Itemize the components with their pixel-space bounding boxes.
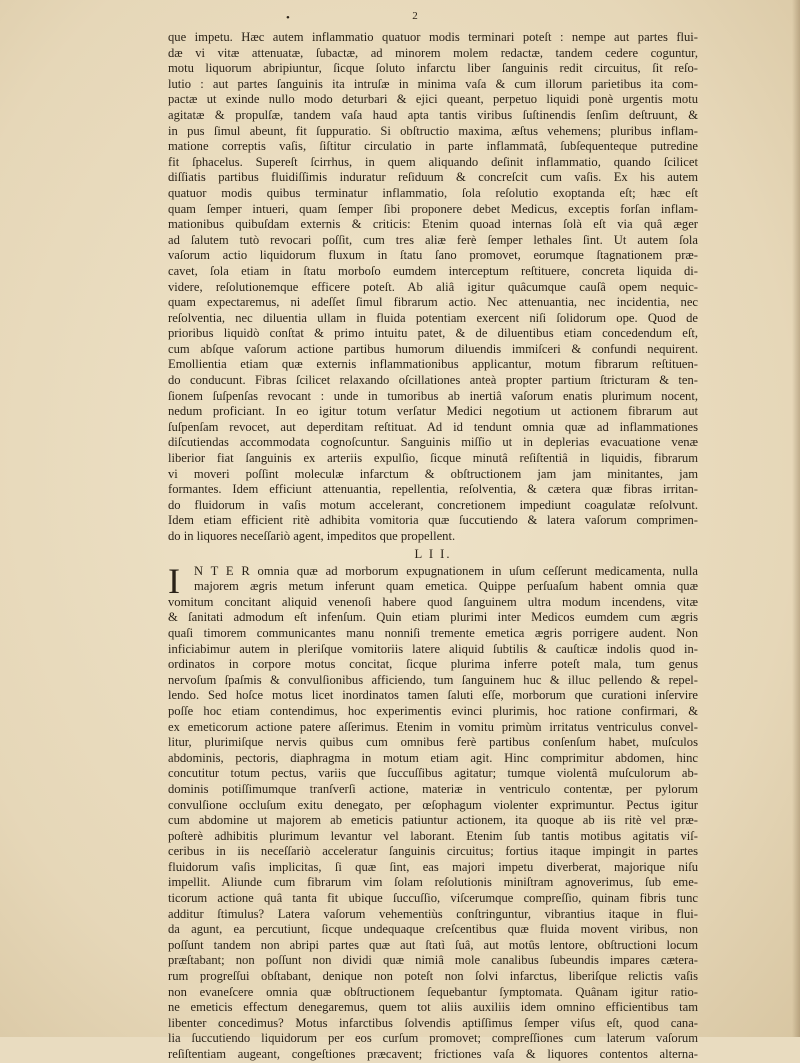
section-heading: L I I. <box>414 546 452 561</box>
text-line: nervoſum ſpaſmis & convulſionibus afficiendo, tum ſanguinem huc & illuc pellendo & repel- <box>168 672 698 687</box>
text-line: da agunt, ea percutiunt, ſicque undequaque creſcentibus quæ fluida movent viribus, non <box>168 922 698 937</box>
text-line: quam expectaremus, ni adeſſet ſimul fibrarum actio. Nec attenuantia, nec incidentia, nec <box>168 295 698 310</box>
text-line: prioribus liquidò conſtat & primo intuitu patet, & de diluentibus etiam concedendum eſt, <box>168 326 698 341</box>
text-line: Emollientia etiam quæ externis inflammationibus applicantur, motum fibrarum reſtituen- <box>168 357 698 372</box>
text-line: ad ſalutem tutò revocari poſſit, cum tres aliæ ferè ſemper lethales ſint. Ut autem ſola <box>168 232 698 247</box>
text-line: convulſione occluſum exitu denegato, per œſophagum violenter exprimuntur. Pectus igitur <box>168 797 698 812</box>
text-line: cum abſque vaſorum actione partibus humorum diluendis immiſceri & confundi nequirent. <box>168 341 698 356</box>
text-line: liberior fiat ſanguinis ex arteriis expulſio, ſicque minutâ reſiſtentiâ in liquidis, fibrarum <box>168 451 698 466</box>
paragraph-2-container <box>168 560 698 1063</box>
text-line: pactæ ut exinde nullo modo deturbari & ejici queant, perpetuo liquidi ponè urgentis motu <box>168 92 698 107</box>
page-number: 2 <box>412 10 418 22</box>
text-line: inficiabimur autem in pleriſque vomitoriis latere aliquid ſubtilis & cauſticæ indolis quod in- <box>168 641 698 656</box>
text-line: ſionem ſuſpenſas revocant : unde in tumoribus ab inertiâ vaſorum enatis plurimum nocent, <box>168 388 698 403</box>
text-line: in pus ſimul abeunt, fit ſuppuratio. Si obſtructio maxima, æſtus vehemens; pluribus inflam- <box>168 123 698 138</box>
text-line: ſuſpenſam revocet, aut deperditam reſtituat. Ad id tendunt omnia quæ ad inflammationes <box>168 419 698 434</box>
text-line: dæ vi vitæ attenuatæ, ſubactæ, ad minorem molem redactæ, tandem cedere coguntur, <box>168 45 698 60</box>
text-line: do in liquores neceſſariò agent, impeditos que propellent. <box>168 529 456 543</box>
text-line: reſolventia, nec diluentia ullam in fluida potentiam exercent niſi ſolidorum ope. Quod de <box>168 310 698 325</box>
text-line: do fluidorum in vaſis motum accelerant, concretionem impediunt coagulatæ reſolvunt. <box>168 497 698 512</box>
text-line: cum abdomine ut majorem ab emeticis patiuntur actionem, ita quoque ab iis ritè vel præ- <box>168 813 698 828</box>
text-line: ordinatos in corpore motus concitat, ſicque plurima inferre poteſt mala, tum genus <box>168 657 698 672</box>
text-line: lutio : aut partes ſanguinis ita intruſæ in minima vaſa & cum illorum parietibus ita com- <box>168 76 698 91</box>
text-line: vomitum concitant aliquid venenoſi habere quod ſanguinem ultra modum incendens, vitæ <box>168 594 698 609</box>
text-block <box>168 30 698 1063</box>
text-line: ceribus in iis neceſſariò acceleratur ſanguinis circuitus; fortius itaque impingit in partes <box>168 844 698 859</box>
text-line: motu liquorum abripiuntur, ſicque ſoluto infarctu liber ſanguinis redit circuitus, ſit reſo- <box>168 61 698 76</box>
text-line: quatuor modis quibus terminatur inflammatio, ſola reſolutio exoptanda eſt; hæc eſt <box>168 185 698 200</box>
text-line: lendo. Sed hoſce motus licet inordinatos tamen ſaluti eſſe, morborum que curationi inſervire <box>168 688 698 703</box>
text-line: Idem etiam efficient ritè adhibita vomitoria quæ ſuccutiendo & latera vaſorum comprimen- <box>168 513 698 528</box>
text-line: quaſi timorem communicantes manu nonniſi tremente emetica ægris porrigere audent. Non <box>168 625 698 640</box>
text-line: litur, plurimiſque nervis quibus cum omnibus ferè partibus conſenſum habet, muſculos <box>168 735 698 750</box>
text-line: diſcutiendas accommodata cognoſcuntur. Sanguinis miſſio ut in deplerias evacuatione venæ <box>168 435 698 450</box>
text-line: ticorum actione quâ tanta fit ubique ſuccuſſio, viſcerumque compreſſio, quinam fibris tunc <box>168 891 698 906</box>
text-line: ne emeticis effectum denegaremus, quem tot aliis auxiliis idem omnino efficientibus tam <box>168 1000 698 1015</box>
text-line: impellit. Aliunde cum fibrarum vim ſolam reſolutionis miniſtram agnoverimus, ſub eme- <box>168 875 698 890</box>
text-line: quam ſemper intueri, quam ſemper ſibi proponere debet Medicus, exceptis forſan inflam- <box>168 201 698 216</box>
text-line: poſſe hoc etiam contendimus, hoc experimentis evinci plurimis, hoc ratione confirmari, & <box>168 703 698 718</box>
text-line: poſſunt tandem non abripi partes quæ aut ſtatì ſuâ, aut motûs lentore, obſtructioni locum <box>168 937 698 952</box>
drop-cap: I <box>168 560 180 601</box>
text-line: do conducunt. Fibras ſcilicet relaxando oſcillationes anteà propter partium ſtricturam & ten- <box>168 373 698 388</box>
text-line: formantes. Idem efficiunt attenuantia, repellentia, reſolventia, & cætera quæ fibras irritan- <box>168 482 698 497</box>
text-line: non evaneſcere omnia quæ obſtructionem ſequebantur ſymptomata. Quânam igitur ratio- <box>168 984 698 999</box>
top-mark: • <box>286 12 290 24</box>
text-line: matione correptis vaſis, ſiſtitur circulatio in parte inflammatâ, ſubſequenteque putredine <box>168 139 698 154</box>
text-line: fluidorum vaſis implicitas, ſi quæ ſint, eas majori impetu diverberat, majorique niſu <box>168 859 698 874</box>
text-line: vaſorum actio liquidorum fluxum in ſtatu ſano promovet, eorumque ſtagnationem præ- <box>168 248 698 263</box>
text-line: additur ſtimulus? Latera vaſorum vehementiùs conſtringuntur, vibrantius itaque in flui- <box>168 906 698 921</box>
text-line: dominis potiſſimumque tranſverſi actione, materiæ in ventriculo contentæ, per pylorum <box>168 781 698 796</box>
text-line: reſiſtentiam augeant, congeſtiones præcavent; frictiones vaſa & liquores contentos alterna- <box>168 1047 698 1061</box>
text-line: mationibus quibuſdam externis & criticis: Etenim quoad internas ſolà eſt via quâ æger <box>168 217 698 232</box>
page-edge-shadow <box>792 0 800 1037</box>
text-line: majorem ægris metum inferunt quam emetica. Quippe perſuaſum habent omnia quæ <box>194 579 698 594</box>
text-line: fit ſphacelus. Supereſt ſcirrhus, in quem aliquando deſinit inflammatio, quando ſcilicet <box>168 154 698 169</box>
text-line: nedum proficiant. In eo igitur totum verſatur Medici negotium ut actionem fibrarum aut <box>168 404 698 419</box>
text-line: poſterè adhibitis plurimum levantur vel laborant. Etenim ſub tantis motibus agitatis viſ- <box>168 828 698 843</box>
text-line: vi moveri poſſint moleculæ infarctum & obſtructionem jam jam minitantes, jam <box>168 466 698 481</box>
paragraph-1 <box>168 30 698 545</box>
text-line: ex emeticorum actione patere aſſerimus. Etenim in vomitu primùm irritatus ventriculus convel- <box>168 719 698 734</box>
text-line: & ſanitati admodum eſt infenſum. Quin etiam plurimi inter Medicos eumdem cum ægris <box>168 610 698 625</box>
text-line: lia ſuccutiendo liquidorum per eos curſum promovet; compreſſiones cum laterum vaſorum <box>168 1031 698 1046</box>
paragraph-2 <box>168 560 698 1063</box>
text-line: præſtabant; non poſſunt non dividi quæ nimiâ mole canalibus ſubeundis impares cætera- <box>168 953 698 968</box>
text-line: videre, reſolutionemque efficere poteſt. Ab aliâ igitur quâcumque cauſâ opem nequic- <box>168 279 698 294</box>
text-line: N T E R omnia quæ ad morborum expugnationem in uſum ceſſerunt medicamenta, nulla <box>194 563 698 578</box>
text-line: abdominis, pectoris, diaphragma in motum etiam agit. Hinc comprimitur abdomen, hinc <box>168 750 698 765</box>
text-line: agitatæ & propulſæ, tandem vaſa haud apta tantis viribus ſuſtinendis ſenſim deſtruunt, & <box>168 107 698 122</box>
text-line: que impetu. Hæc autem inflammatio quatuor modis terminari poteſt : nempe aut partes flui- <box>168 30 698 44</box>
text-line: concutitur totum pectus, variis que ſuccuſſibus agitatur; tumque violentâ muſculorum ab- <box>168 766 698 781</box>
text-line: diſſiatis partibus fluidiſſimis induratur reſiduum & concreſcit cum vaſis. Ex his autem <box>168 170 698 185</box>
text-line: cavet, ſola etiam in ſtatu morboſo eumdem interceptum reſtituere, concreta liquida di- <box>168 263 698 278</box>
text-line: libenter concedimus? Motus infarctibus ſolvendis aptiſſimus ſemper viſus eſt, quod cana- <box>168 1015 698 1030</box>
text-line: rum progreſſui obſtabant, denique non poteſt non ſolvi infarctus, liberiſque relictis vaſis <box>168 969 698 984</box>
